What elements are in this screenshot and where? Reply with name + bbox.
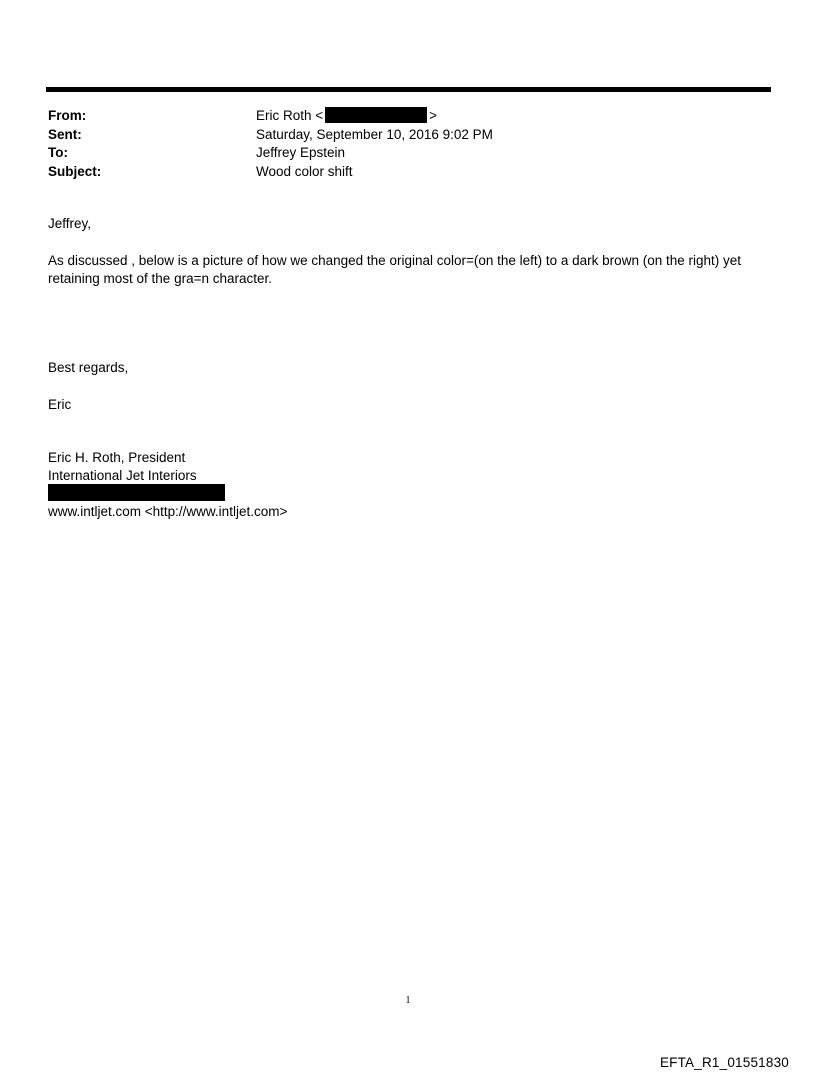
to-label: To: [48,145,68,160]
signature-company: International Jet Interiors [48,468,197,483]
signature-website-link[interactable]: www.intljet.com <http://www.intljet.com> [48,504,288,519]
email-signoff: Eric [48,397,72,412]
to-value: Jeffrey Epstein [256,145,346,160]
from-row [48,107,748,126]
redacted-email [325,107,427,123]
email-greeting: Jeffrey, [48,216,92,231]
from-suffix: > [429,108,438,123]
subject-value: Wood color shift [256,163,353,179]
email-header [48,107,748,181]
sent-label: Sent: [48,126,82,142]
email-closing: Best regards, [48,360,129,375]
document-id: EFTA_R1_01551830 [659,1055,789,1070]
to-row [48,144,748,163]
from-label: From: [48,108,87,123]
from-value [256,107,748,126]
sent-row [48,126,748,145]
email-paragraph: As discussed , below is a picture of how we changed the original color=(on the left) to a dark brown (on the right) yet retaining most of the gra=n character. [48,253,741,286]
redacted-signature-line [48,484,225,501]
sent-value: Saturday, September 10, 2016 9:02 PM [256,126,493,142]
subject-row [48,163,748,182]
header-rule [46,87,771,92]
subject-label: Subject: [48,163,102,179]
signature-name-title: Eric H. Roth, President [48,450,186,465]
from-name: Eric Roth < [256,108,324,123]
page-number: 1 [405,995,411,1006]
